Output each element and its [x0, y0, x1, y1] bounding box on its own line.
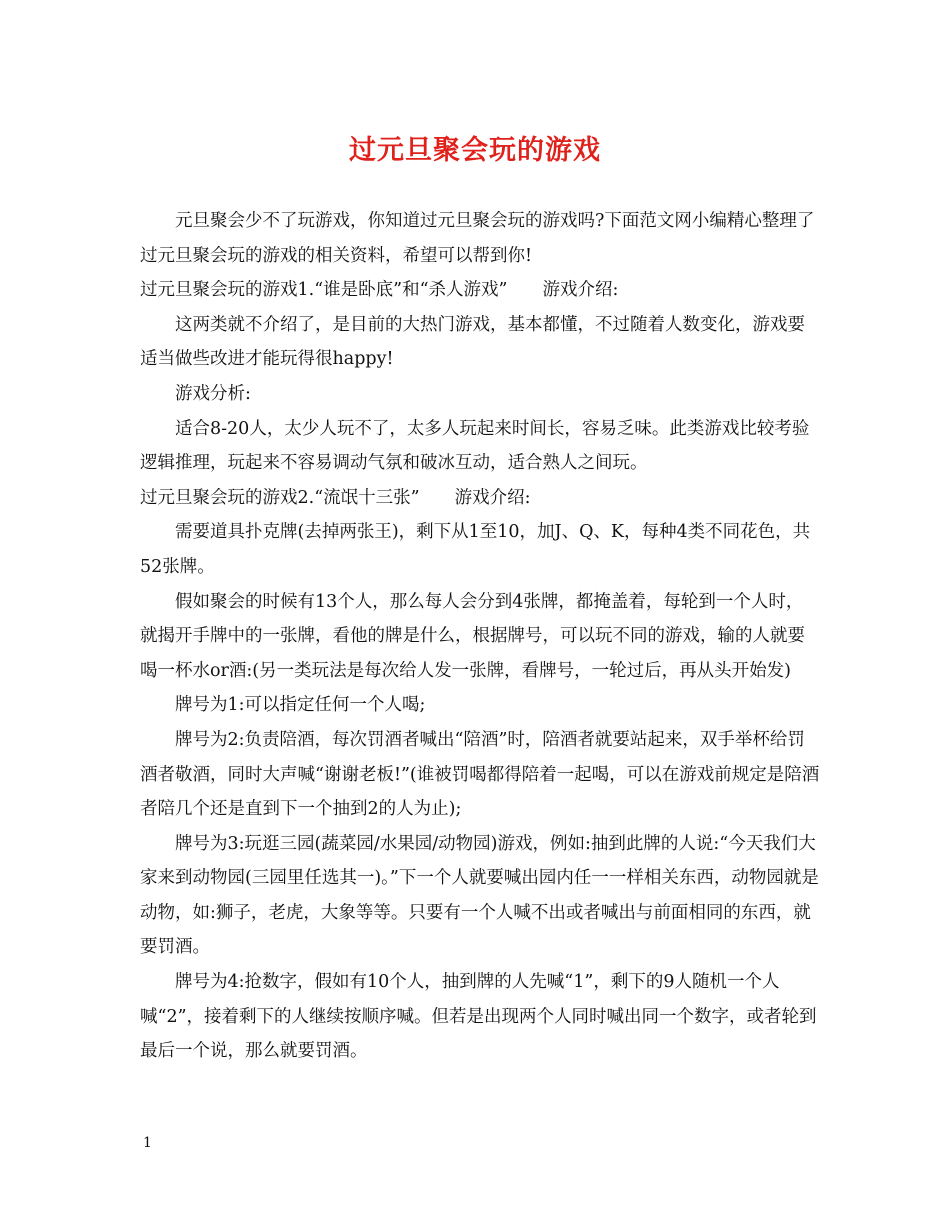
paragraph-intro: 元旦聚会少不了玩游戏，你知道过元旦聚会玩的游戏吗?下面范文网小编精心整理了过元旦聚会玩的游戏的相关资料，希望可以帮到你!: [140, 211, 815, 266]
paragraph-card-1: 牌号为1:可以指定任何一个人喝;: [175, 695, 426, 716]
paragraph-card-4: 牌号为4:抢数字，假如有10个人，抽到牌的人先喊“1”，剩下的9人随机一个人喊“2”，接着剩下的人继续按顺序喊。但若是出现两个人同时喊出同一个数字，或者轮到最后一个说，那么就要罚酒。: [140, 972, 817, 1062]
paragraph-game-1-intro: 这两类就不介绍了，是目前的大热门游戏，基本都懂，不过随着人数变化，游戏要适当做些改进才能玩得很happy!: [140, 314, 805, 370]
document-title: 过元旦聚会玩的游戏: [349, 135, 601, 166]
paragraph-game-2-props: 需要道具扑克牌(去掉两张王)，剩下从1至10，加J、Q、K，每种4类不同花色，共52张牌。: [140, 522, 811, 577]
section-heading-game-1: 过元旦聚会玩的游戏1.“谁是卧底”和“杀人游戏” 游戏介绍:: [140, 280, 619, 301]
paragraph-game-analysis: 适合8-20人，太少人玩不了，太多人玩起来时间长，容易乏味。此类游戏比较考验逻辑推理，玩起来不容易调动气氛和破冰互动，适合熟人之间玩。: [140, 418, 810, 474]
paragraph-card-3: 牌号为3:玩逛三园(蔬菜园/水果园/动物园)游戏，例如:抽到此牌的人说:“今天我们大家来到动物园(三园里任选其一)。”下一个人就要喊出园内任一一样相关东西，动物园就是动物，如:狮子，老虎，大象等等。只要有一个人喊不出或者喊出与前面相同的东西，就要罚酒。: [140, 833, 819, 958]
page-number: 1: [143, 1135, 152, 1151]
paragraph-card-2: 牌号为2:负责陪酒，每次罚酒者喊出“陪酒”时，陪酒者就要站起来，双手举杯给罚酒者敬酒，同时大声喊“谢谢老板!”(谁被罚喝都得陪着一起喝，可以在游戏前规定是陪酒者陪几个还是直到下一个抽到2的人为止);: [140, 729, 820, 820]
paragraph-game-2-rules: 假如聚会的时候有13个人，那么每人会分到4张牌，都掩盖着，每轮到一个人时，就揭开手牌中的一张牌，看他的牌是什么，根据牌号，可以玩不同的游戏，输的人就要喝一杯水or酒:(另一类玩法是每次给人发一张牌，看牌号，一轮过后，再从头开始发): [140, 591, 805, 681]
section-heading-game-2: 过元旦聚会玩的游戏2.“流氓十三张” 游戏介绍:: [140, 487, 531, 508]
paragraph-game-analysis-label: 游戏分析:: [175, 383, 251, 404]
document-body: [140, 204, 820, 1069]
